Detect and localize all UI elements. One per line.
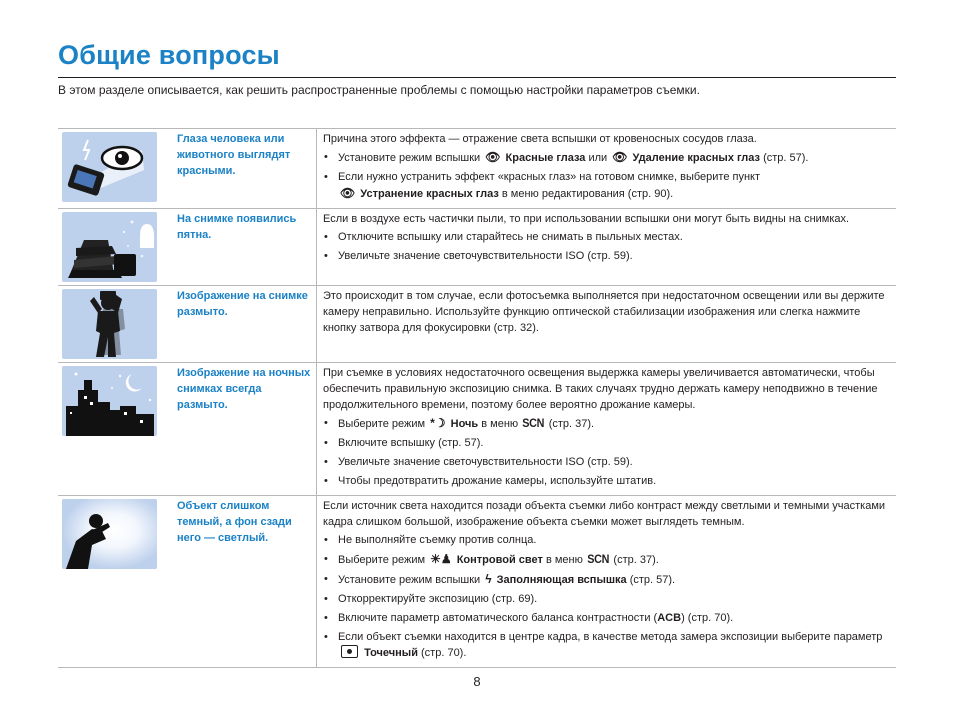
question-label: Глаза человека или животного выглядят красными. <box>169 129 317 209</box>
question-label: На снимке появились пятна. <box>169 209 317 286</box>
answer-text: Если источник света находится позади объекта съемки либо контраст между светлыми и темными участками кадра слишком большой, изображение объекта съемки может выглядеть темным. <box>323 500 886 528</box>
red-eye-illustration <box>62 132 157 202</box>
list-item: • Включите параметр автоматического баланса контрастности (ACB) (стр. 70). <box>323 610 888 626</box>
flash-icon: ϟ <box>485 572 492 586</box>
blurry-photo-illustration <box>62 289 157 359</box>
dust-spots-illustration <box>62 212 157 282</box>
answer-list <box>323 532 888 661</box>
answer-text: При съемке в условиях недостаточного освещения выдержка камеры увеличивается автоматически, чтобы обеспечить правильную экспозицию снимка. В таких случаях трудно держать камеру неподвижно в течение продолжительного времени, поэтому более вероятно дрожание камеры. <box>323 367 878 411</box>
list-item: • Если нужно устранить эффект «красных глаз» на готовом снимке, выберите пункт 👁 Устранение красных глаз в меню редактирования (стр. 90). <box>323 169 888 202</box>
list-item: • Отключите вспышку или старайтесь не снимать в пыльных местах. <box>323 229 888 245</box>
list-item: • Выберите режим *☽ Ночь в меню SCN (стр. 37). <box>323 415 888 432</box>
list-item: • Установите режим вспышки 👁 Красные глаза или 👁 Удаление красных глаз (стр. 57). <box>323 149 888 166</box>
list-item: • Включите вспышку (стр. 57). <box>323 435 888 451</box>
table-row <box>58 363 896 496</box>
night-mode-icon: *☽ <box>430 416 446 430</box>
spot-metering-icon <box>341 645 358 658</box>
table-row <box>58 286 896 363</box>
question-label: Изображение на снимке размыто. <box>169 286 317 363</box>
list-item: • Чтобы предотвратить дрожание камеры, используйте штатив. <box>323 473 888 489</box>
backlight-illustration <box>62 499 157 569</box>
answer-text: Если в воздухе есть частички пыли, то при использовании вспышки они могут быть видны на снимках. <box>323 213 850 225</box>
scn-icon: SCN <box>587 552 610 566</box>
answer-list <box>323 415 888 489</box>
table-row <box>58 129 896 209</box>
page-number: 8 <box>473 674 481 689</box>
faq-table <box>58 128 896 668</box>
list-item: • Откорректируйте экспозицию (стр. 69). <box>323 591 888 607</box>
table-row <box>58 209 896 286</box>
title-divider <box>58 77 896 78</box>
list-item: • Выберите режим ☀♟ Контровой свет в меню SCN (стр. 37). <box>323 551 888 568</box>
page-title: Общие вопросы <box>58 40 280 70</box>
question-label: Изображение на ночных снимках всегда размыто. <box>169 363 317 496</box>
list-item: • Не выполняйте съемку против солнца. <box>323 532 888 548</box>
list-item: • Если объект съемки находится в центре кадра, в качестве метода замера экспозиции выберите параметр Точечный (стр. 70). <box>323 629 888 661</box>
list-item: • Увеличьте значение светочувствительности ISO (стр. 59). <box>323 248 888 264</box>
red-eye-fix-icon: 👁 <box>340 186 356 200</box>
table-row <box>58 496 896 668</box>
red-eye-icon: 👁 <box>485 150 501 164</box>
night-scene-illustration <box>62 366 157 436</box>
question-label: Объект слишком темный, а фон сзади него — светлый. <box>169 496 317 668</box>
intro-text: В этом разделе описывается, как решить распространенные проблемы с помощью настройки параметров съемки. <box>58 83 700 97</box>
answer-list <box>323 149 888 202</box>
list-item: • Увеличьте значение светочувствительности ISO (стр. 59). <box>323 454 888 470</box>
backlight-mode-icon: ☀♟ <box>430 552 452 566</box>
red-eye-fix-icon: 👁 <box>612 150 628 164</box>
answer-text: Причина этого эффекта — отражение света вспышки от кровеносных сосудов глаза. <box>323 133 757 145</box>
scn-icon: SCN <box>522 416 545 430</box>
answer-list <box>323 229 888 264</box>
list-item: • Установите режим вспышки ϟ Заполняющая вспышка (стр. 57). <box>323 571 888 588</box>
answer-text: Это происходит в том случае, если фотосъемка выполняется при недостаточном освещении или вы держите камеру неправильно. Используйте функцию оптической стабилизации изображения или слегка нажмите кнопку затвора для фокусировки (стр. 32). <box>323 290 885 334</box>
